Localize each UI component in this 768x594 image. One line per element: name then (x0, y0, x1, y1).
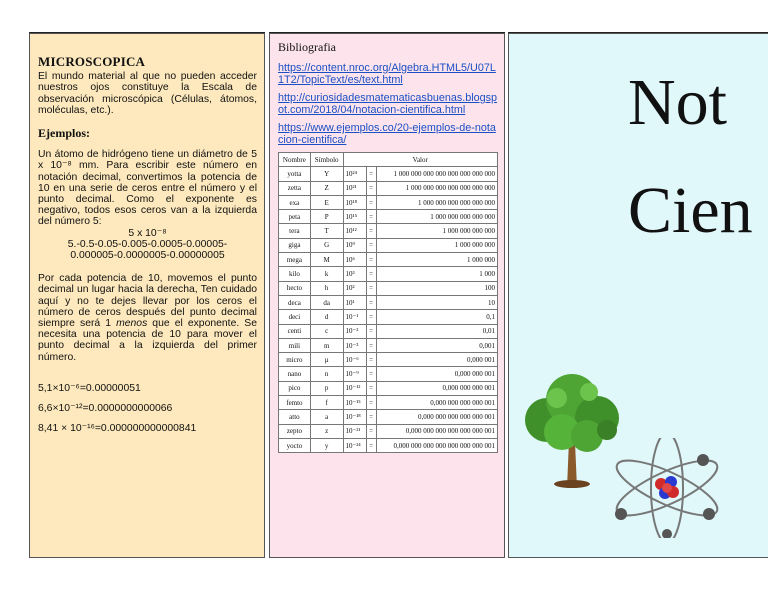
prefix-symbol: c (310, 324, 343, 338)
prefix-power: 10⁻¹² (343, 381, 366, 395)
prefix-value: 100 (376, 281, 497, 295)
prefix-value: 1 000 000 000 000 000 000 (376, 195, 497, 209)
equals-sign: = (366, 310, 376, 324)
equals-sign: = (366, 295, 376, 309)
prefix-name: yotta (279, 167, 311, 181)
emphasis-word: menos (116, 318, 148, 330)
prefix-name: mega (279, 253, 311, 267)
equals-sign: = (366, 338, 376, 352)
section-title: MICROSCOPICA (38, 54, 146, 69)
prefix-value: 1 000 000 000 000 (376, 224, 497, 238)
table-row (279, 253, 498, 267)
prefix-name: micro (279, 353, 311, 367)
prefix-power: 10⁻¹⁵ (343, 396, 366, 410)
equals-sign: = (366, 210, 376, 224)
table-row (279, 424, 498, 438)
prefix-power: 10⁻² (343, 324, 366, 338)
prefix-name: peta (279, 210, 311, 224)
prefix-power: 10¹⁸ (343, 195, 366, 209)
prefix-name: pico (279, 381, 311, 395)
table-row (279, 367, 498, 381)
intro-paragraph: El mundo material al que no pueden acceder nuestros ojos constituye la Escala de observación microscópica (Células, átomos, moléculas, etc.). (38, 71, 257, 116)
bibliography-title: Bibliografia (278, 40, 336, 54)
prefix-symbol: n (310, 367, 343, 381)
prefix-symbol: P (310, 210, 343, 224)
prefix-symbol: y (310, 438, 343, 452)
prefix-symbol: f (310, 396, 343, 410)
table-row (279, 281, 498, 295)
prefix-value: 0,000 000 000 000 000 000 001 (376, 424, 497, 438)
atom-illustration (607, 438, 737, 538)
prefix-power: 10⁹ (343, 238, 366, 252)
table-row (279, 295, 498, 309)
example-1: 5,1×10⁻⁶=0.00000051 (38, 382, 141, 394)
equals-sign: = (366, 424, 376, 438)
prefix-power: 10⁶ (343, 253, 366, 267)
equals-sign: = (366, 195, 376, 209)
prefix-value: 1 000 000 000 000 000 (376, 210, 497, 224)
prefix-name: exa (279, 195, 311, 209)
expression: 5 x 10⁻⁸ (128, 227, 167, 239)
prefix-name: giga (279, 238, 311, 252)
prefix-value: 0,1 (376, 310, 497, 324)
prefix-power: 10¹⁵ (343, 210, 366, 224)
table-header-value: Valor (343, 153, 497, 167)
prefix-name: hecto (279, 281, 311, 295)
table-row (279, 195, 498, 209)
table-row (279, 167, 498, 181)
prefix-value: 0,000 001 (376, 353, 497, 367)
prefix-value: 1 000 000 000 000 000 000 000 000 (376, 167, 497, 181)
prefix-name: deci (279, 310, 311, 324)
panel-microscopica (29, 33, 265, 558)
prefix-name: deca (279, 295, 311, 309)
prefix-value: 0,000 000 000 001 (376, 381, 497, 395)
equals-sign: = (366, 381, 376, 395)
prefix-symbol: d (310, 310, 343, 324)
prefix-symbol: z (310, 424, 343, 438)
prefix-symbol: T (310, 224, 343, 238)
prefix-value: 1 000 000 000 (376, 238, 497, 252)
bibliography-link-2[interactable]: http://curiosidadesmatematicasbuenas.blogspot.com/2018/04/notacion-cientifica.html (278, 92, 498, 116)
table-header-name: Nombre (279, 153, 311, 167)
table-row (279, 438, 498, 452)
prefix-symbol: G (310, 238, 343, 252)
prefix-power: 10¹ (343, 295, 366, 309)
cover-title-line-2: Cien (628, 174, 753, 247)
table-row (279, 324, 498, 338)
prefix-name: zepto (279, 424, 311, 438)
table-row (279, 224, 498, 238)
equals-sign: = (366, 396, 376, 410)
decimal-sequence-2: 0.000005-0.0000005-0.00000005 (70, 250, 225, 262)
table-row (279, 181, 498, 195)
cover-title-line-1: Not (628, 66, 727, 139)
prefix-value: 1 000 000 (376, 253, 497, 267)
prefix-symbol: m (310, 338, 343, 352)
prefix-symbol: Y (310, 167, 343, 181)
prefix-name: atto (279, 410, 311, 424)
equals-sign: = (366, 181, 376, 195)
examples-heading: Ejemplos: (38, 126, 90, 141)
equals-sign: = (366, 438, 376, 452)
prefix-symbol: E (310, 195, 343, 209)
equals-sign: = (366, 224, 376, 238)
prefix-name: tera (279, 224, 311, 238)
equals-sign: = (366, 281, 376, 295)
hydrogen-paragraph: Un átomo de hidrógeno tiene un diámetro de 5 x 10⁻⁸ mm. Para escribir este número en notación decimal, convertimos la potencia de 10 en una serie de ceros entre el número y el punto decimal. Como el exponente es negativo, todos esos ceros van a la izquierda del número 5: (38, 149, 257, 228)
table-row (279, 238, 498, 252)
equals-sign: = (366, 267, 376, 281)
prefix-value: 0,000 000 001 (376, 367, 497, 381)
bibliography-link-3[interactable]: https://www.ejemplos.co/20-ejemplos-de-notacion-cientifica/ (278, 122, 496, 146)
equals-sign: = (366, 238, 376, 252)
table-row (279, 410, 498, 424)
decimal-sequence-1: 5.-0.5-0.05-0.005-0.0005-0.00005- (67, 238, 228, 250)
equals-sign: = (366, 353, 376, 367)
table-row (279, 338, 498, 352)
table-row (279, 210, 498, 224)
prefix-value: 0,01 (376, 324, 497, 338)
prefix-symbol: a (310, 410, 343, 424)
prefix-name: zetta (279, 181, 311, 195)
decimal-move-paragraph: Por cada potencia de 10, movemos el punto decimal un lugar hacia la derecha, Ten cuidado aquí y no te dejes llevar por los ceros el número de ceros después del punto decimal siempre será 1 menos que el exponente. Se necesita una potencia de 10 para mover el punto decimal a la izquierda del primer número. (38, 273, 257, 363)
prefix-power: 10⁻¹⁸ (343, 410, 366, 424)
prefix-power: 10⁻²¹ (343, 424, 366, 438)
prefix-symbol: k (310, 267, 343, 281)
prefix-symbol: M (310, 253, 343, 267)
prefix-power: 10²¹ (343, 181, 366, 195)
equals-sign: = (366, 253, 376, 267)
prefix-symbol: p (310, 381, 343, 395)
prefix-power: 10² (343, 281, 366, 295)
example-3: 8,41 × 10⁻¹⁶=0.000000000000841 (38, 423, 197, 435)
prefix-name: femto (279, 396, 311, 410)
prefix-value: 0,000 000 000 000 000 000 000 001 (376, 438, 497, 452)
prefix-power: 10⁻⁶ (343, 353, 366, 367)
si-prefix-table (278, 152, 498, 453)
prefix-power: 10⁻²⁴ (343, 438, 366, 452)
prefix-power: 10¹² (343, 224, 366, 238)
prefix-symbol: h (310, 281, 343, 295)
bibliography-link-1[interactable]: https://content.nroc.org/Algebra.HTML5/U07L1T2/TopicText/es/text.html (278, 62, 496, 86)
prefix-power: 10⁻³ (343, 338, 366, 352)
prefix-power: 10⁻¹ (343, 310, 366, 324)
prefix-power: 10²⁴ (343, 167, 366, 181)
equals-sign: = (366, 324, 376, 338)
table-header-symbol: Símbolo (310, 153, 343, 167)
equals-sign: = (366, 410, 376, 424)
prefix-name: mili (279, 338, 311, 352)
prefix-name: yocto (279, 438, 311, 452)
table-row (279, 381, 498, 395)
prefix-power: 10³ (343, 267, 366, 281)
prefix-name: kilo (279, 267, 311, 281)
prefix-value: 0,000 000 000 000 000 001 (376, 410, 497, 424)
panel-bibliografia (269, 33, 505, 558)
prefix-power: 10⁻⁹ (343, 367, 366, 381)
prefix-value: 10 (376, 295, 497, 309)
prefix-symbol: µ (310, 353, 343, 367)
table-row (279, 396, 498, 410)
prefix-value: 0,000 000 000 000 001 (376, 396, 497, 410)
prefix-symbol: da (310, 295, 343, 309)
prefix-value: 0,001 (376, 338, 497, 352)
prefix-value: 1 000 (376, 267, 497, 281)
example-2: 6,6×10⁻¹²=0.0000000000066 (38, 403, 173, 415)
equals-sign: = (366, 167, 376, 181)
prefix-name: nano (279, 367, 311, 381)
table-row (279, 267, 498, 281)
equals-sign: = (366, 367, 376, 381)
prefix-symbol: Z (310, 181, 343, 195)
prefix-name: centi (279, 324, 311, 338)
table-row (279, 353, 498, 367)
table-row (279, 310, 498, 324)
prefix-value: 1 000 000 000 000 000 000 000 (376, 181, 497, 195)
